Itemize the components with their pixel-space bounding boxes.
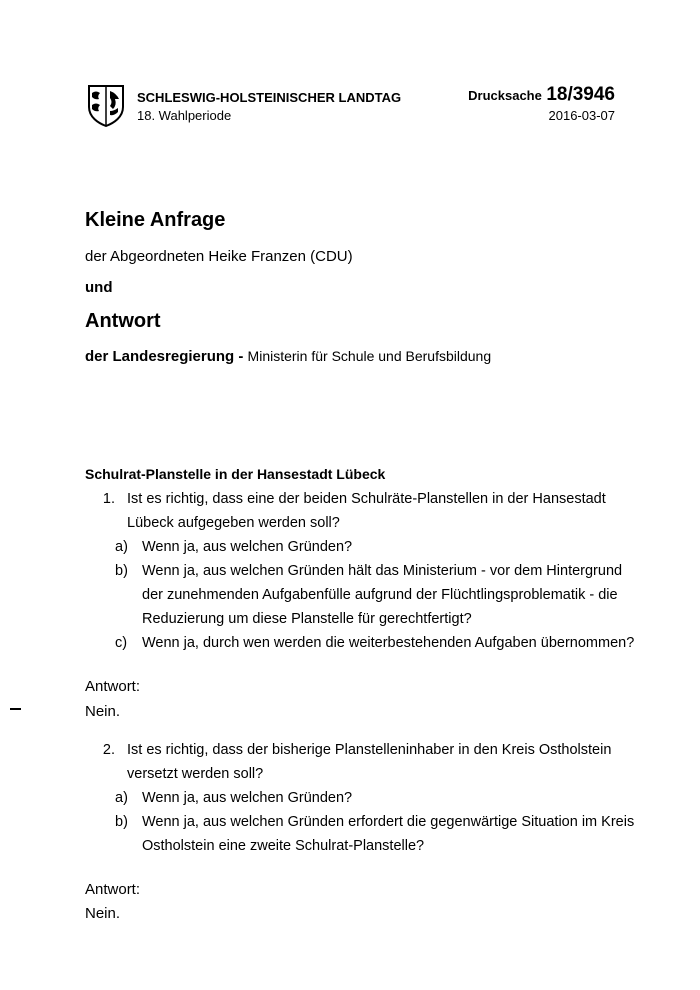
question-1 <box>85 487 645 655</box>
answer-label: Antwort: <box>85 881 141 898</box>
parliament-name: SCHLESWIG-HOLSTEINISCHER LANDTAG <box>137 90 402 105</box>
drucksache-number: 18/3946 <box>546 84 615 105</box>
question-number: 1. <box>102 491 115 507</box>
answer-text: Nein. <box>85 703 121 720</box>
electoral-period: 18. Wahlperiode <box>137 108 232 123</box>
sub-text: Wenn ja, aus welchen Gründen? <box>142 539 353 555</box>
question-2 <box>85 738 645 858</box>
answer-label: Antwort: <box>85 678 141 695</box>
question-text: Ist es richtig, dass der bisherige Planstelleninhaber in den Kreis Ostholstein versetzt werden soll? <box>127 742 612 782</box>
government-label: der Landesregierung - <box>85 348 244 365</box>
subject-heading: Schulrat-Planstelle in der Hansestadt Lübeck <box>85 466 386 482</box>
question-text: Ist es richtig, dass eine der beiden Schulräte-Planstellen in der Hansestadt Lübeck aufgegeben werden soll? <box>127 491 606 531</box>
drucksache-label: Drucksache <box>468 88 542 103</box>
document-date: 2016-03-07 <box>548 108 615 123</box>
und-line: und <box>85 279 113 296</box>
coat-of-arms-icon <box>86 83 126 127</box>
sub-label: b) <box>115 814 128 830</box>
answer-text: Nein. <box>85 905 121 922</box>
ministry-label: Ministerin für Schule und Berufsbildung <box>247 348 492 364</box>
kleine-anfrage-heading: Kleine Anfrage <box>85 209 226 231</box>
sub-label: a) <box>115 539 128 555</box>
sub-label: b) <box>115 563 128 579</box>
question-number: 2. <box>102 742 115 758</box>
margin-mark <box>10 708 21 710</box>
author-line: der Abgeordneten Heike Franzen (CDU) <box>85 248 353 265</box>
sub-text: Wenn ja, aus welchen Gründen erfordert die gegenwärtige Situation im Kreis Ostholstein eine zweite Schulrat-Planstelle? <box>142 814 635 854</box>
sub-label: a) <box>115 790 128 806</box>
drucksache <box>468 84 615 106</box>
antwort-heading: Antwort <box>85 310 161 332</box>
sub-text: Wenn ja, durch wen werden die weiterbestehenden Aufgaben übernommen? <box>142 635 635 651</box>
government-line <box>85 344 491 369</box>
sub-text: Wenn ja, aus welchen Gründen? <box>142 790 353 806</box>
sub-label: c) <box>115 635 128 651</box>
sub-text: Wenn ja, aus welchen Gründen hält das Ministerium - vor dem Hintergrund der zunehmenden Aufgabenfülle aufgrund der Flüchtlingsproblematik - die Reduzierung um diese Planstelle für gerechtfertigt? <box>142 563 623 627</box>
